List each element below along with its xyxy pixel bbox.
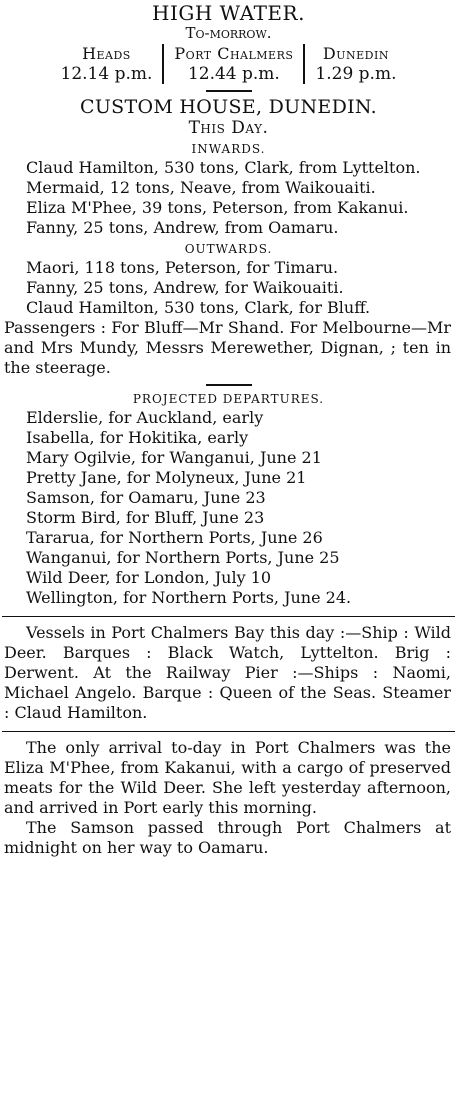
arrival-paragraph: The only arrival to-day in Port Chalmers was the Eliza M'Phee, from Kakanui, with a cargo of preserved meats for the Wild Deer. She left yesterday afternoon, and arrived in Port early this morning. [4, 738, 451, 817]
tide-place: Port Chalmers [174, 44, 294, 63]
tide-time: 12.14 p.m. [60, 64, 153, 84]
divider [2, 616, 455, 617]
list-item: Elderslie, for Auckland, early [26, 408, 264, 427]
vessels-paragraph: Vessels in Port Chalmers Bay this day :—Ship : Wild Deer. Barques : Black Watch, Lyttelton. Brig : Derwent. At the Railway Pier :—Ships : Naomi, Michael Angelo. Barque : Queen of the Seas. Steamer : Claud Hamilton. [4, 623, 451, 722]
inwards-heading: INWARDS. [191, 142, 266, 156]
list-item: Samson, for Oamaru, June 23 [26, 488, 266, 507]
outwards-list [4, 258, 451, 378]
short-rule [206, 384, 252, 386]
tide-place: Dunedin [322, 44, 389, 63]
list-item: Claud Hamilton, 530 tons, Clark, for Bluff. [26, 298, 371, 317]
tide-port-chalmers [162, 44, 303, 84]
this-day-heading: This Day. [188, 118, 269, 138]
list-item: Wellington, for Northern Ports, June 24. [26, 588, 352, 607]
high-water-title: HIGH WATER. [152, 1, 305, 25]
tide-time: 12.44 p.m. [187, 64, 280, 84]
high-water-subtitle: To-morrow. [185, 24, 272, 42]
projected-list [4, 408, 451, 608]
inwards-list [4, 158, 451, 238]
tide-heads [51, 44, 163, 84]
list-item: Eliza M'Phee, 39 tons, Peterson, from Kakanui. [26, 198, 409, 217]
tide-table [0, 44, 457, 84]
newspaper-column [0, 2, 457, 1106]
list-item: Isabella, for Hokitika, early [26, 428, 249, 447]
tide-place: Heads [82, 44, 131, 63]
projected-heading: PROJECTED DEPARTURES. [132, 392, 325, 406]
tide-time: 1.29 p.m. [315, 64, 397, 84]
tide-dunedin [303, 44, 406, 84]
samson-paragraph: The Samson passed through Port Chalmers at midnight on her way to Oamaru. [4, 818, 451, 857]
list-item: Tararua, for Northern Ports, June 26 [26, 528, 323, 547]
outwards-heading: OUTWARDS. [184, 242, 273, 256]
list-item: Mermaid, 12 tons, Neave, from Waikouaiti. [26, 178, 376, 197]
list-item: Mary Ogilvie, for Wanganui, June 21 [26, 448, 322, 467]
list-item: Maori, 118 tons, Peterson, for Timaru. [26, 258, 339, 277]
list-item: Wild Deer, for London, July 10 [26, 568, 272, 587]
list-item: Wanganui, for Northern Ports, June 25 [26, 548, 340, 567]
list-item: Fanny, 25 tons, Andrew, for Waikouaiti. [26, 278, 344, 297]
custom-house-title: CUSTOM HOUSE, DUNEDIN. [80, 96, 377, 118]
list-item: Fanny, 25 tons, Andrew, from Oamaru. [26, 218, 339, 237]
list-item: Storm Bird, for Bluff, June 23 [26, 508, 265, 527]
passengers-note: Passengers : For Bluff—Mr Shand. For Melbourne—Mr and Mrs Mundy, Messrs Merewether, Dignan, ; ten in the steerage. [4, 318, 451, 377]
divider [2, 731, 455, 732]
list-item: Pretty Jane, for Molyneux, June 21 [26, 468, 307, 487]
short-rule [206, 90, 252, 92]
list-item: Claud Hamilton, 530 tons, Clark, from Lyttelton. [26, 158, 421, 177]
